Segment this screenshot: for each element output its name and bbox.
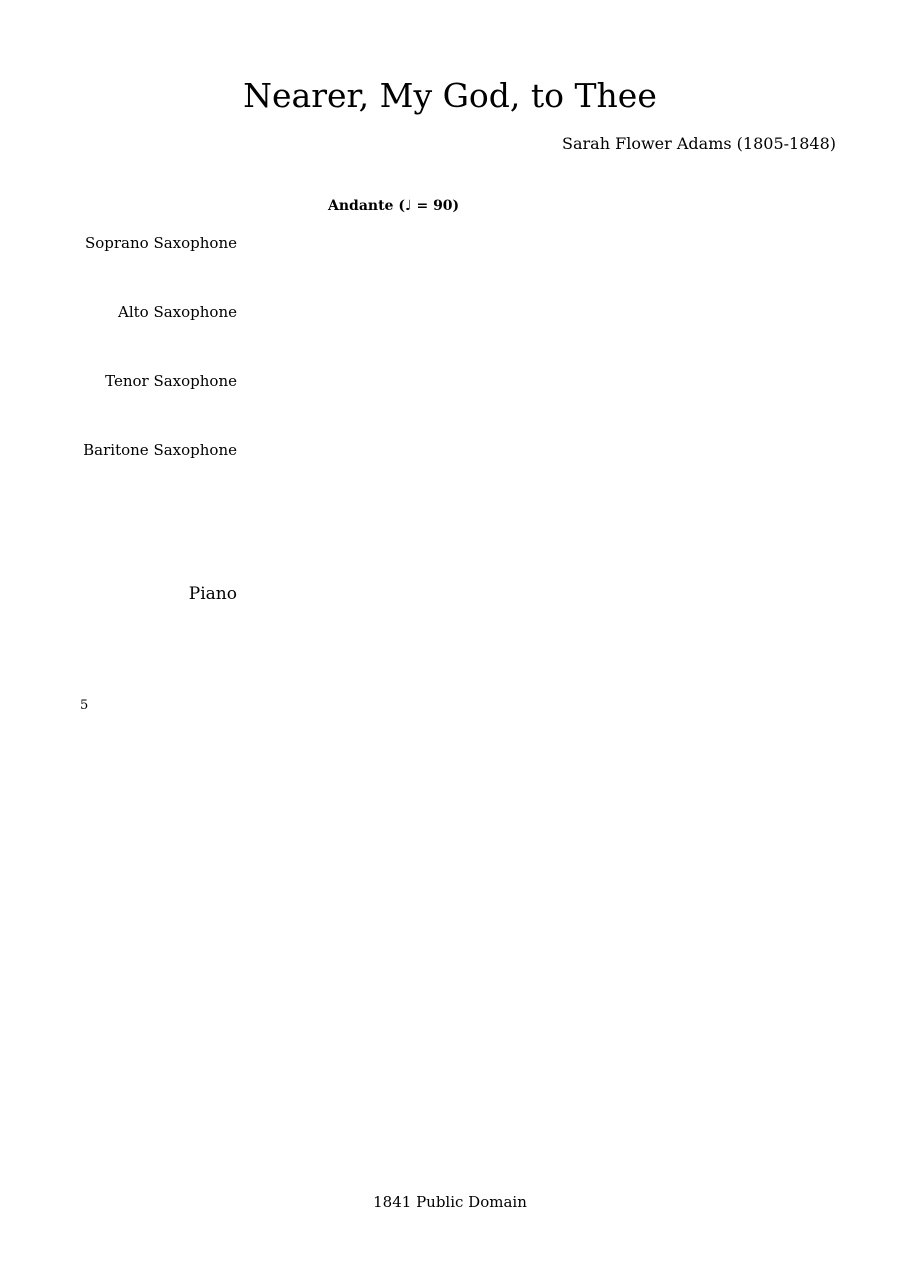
copyright-footer: 1841 Public Domain (373, 1193, 527, 1211)
tempo-marking: Andante (♩ = 90) (328, 198, 460, 214)
measure-number: 5 (80, 698, 89, 713)
score-title: Nearer, My God, to Thee (243, 76, 657, 115)
instrument-label-baritone: Baritone Saxophone (83, 441, 237, 459)
composer-credit: Sarah Flower Adams (1805-1848) (562, 134, 836, 153)
instrument-label-soprano: Soprano Saxophone (84, 234, 237, 252)
instrument-label-piano: Piano (188, 584, 237, 604)
instrument-label-tenor: Tenor Saxophone (105, 372, 237, 390)
instrument-label-alto: Alto Saxophone (118, 303, 237, 321)
